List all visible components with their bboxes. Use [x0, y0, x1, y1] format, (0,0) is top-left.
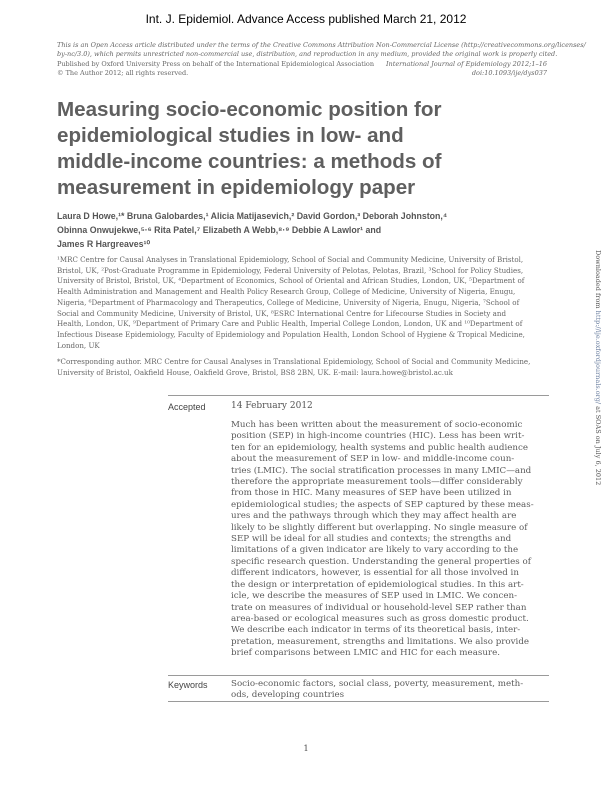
title-line: measurement in epidemiology paper [57, 176, 416, 199]
divider [168, 701, 549, 702]
title-line: Measuring socio-economic position for [57, 98, 442, 121]
author-line: Obinna Onwujekwe,⁵·⁶ Rita Patel,⁷ Elizabeth A Webb,⁸·⁹ Debbie A Lawlor¹ and [57, 224, 382, 235]
publisher-statement: Published by Oxford University Press on behalf of the International Epidemiological Association [57, 59, 374, 68]
abstract-line: limitations of a given indicator are likely to vary according to the [231, 545, 519, 556]
download-prefix: Downloaded from [594, 250, 602, 311]
abstract-line: ten for an epidemiology, health systems and public health audience [231, 442, 529, 453]
abstract-line: pretation, measurement, strengths and limitations. We also provide [231, 636, 530, 647]
doi[interactable]: doi:10.1093/ije/dys037 [471, 69, 547, 78]
affiliation-line: ¹MRC Centre for Causal Analyses in Translational Epidemiology, School of Social and Community Medicine, University of Bristol, [57, 255, 524, 264]
corresponding-line: University of Bristol, Oakfield House, Oakfield Grove, Bristol, BS8 2BN, UK. E-mail: laura.howe@bristol.ac.uk [57, 367, 453, 377]
corresponding-line: *Corresponding author. MRC Centre for Causal Analyses in Translational Epidemiology, School of Social and Community Medicine, [57, 357, 531, 366]
abstract-line: brief comparisons between LMIC and HIC for each measure. [231, 648, 500, 659]
download-link[interactable]: http://ije.oxfordjournals.org/ [594, 310, 602, 405]
abstract-line: from those in HIC. Many measures of SEP have been utilized in [231, 488, 512, 499]
abstract-line: the design or interpretation of epidemiological studies. In this art- [231, 579, 524, 590]
abstract-line: tries (LMIC). The social stratification processes in many LMIC—and [231, 465, 532, 476]
page-number: 1 [303, 744, 309, 753]
license-line-2: by-nc/3.0), which permits unrestricted non-commercial use, distribution, and reproduction in any medium, provided the original work is properly cited. [57, 50, 558, 59]
journal-citation: International Journal of Epidemiology 2012;1–16 [385, 59, 547, 68]
abstract-line: icle, we describe the measures of SEP used in LMIC. We concen- [231, 591, 518, 602]
keywords-line: ods, developing countries [231, 690, 345, 701]
accepted-date: 14 February 2012 [231, 401, 313, 411]
affiliation-line: Social and Community Medicine, University of Bristol, UK, ⁸ESRC International Centre for Lifecourse Studies in Society and [57, 308, 507, 318]
affiliation-line: Nigeria, ⁶Department of Pharmacology and Therapeutics, College of Medicine, University of Nigeria, Enugu, Nigeria, ⁷School of [57, 297, 520, 307]
copyright-notice: © The Author 2012; all rights reserved. [57, 69, 189, 78]
abstract-line: trate on measures of individual or household-level SEP rather than [231, 602, 527, 613]
author-line: James R Hargreaves¹⁰ [57, 238, 151, 249]
abstract-line: about the measurement of SEP in low- and middle-income coun- [231, 454, 515, 465]
affiliations [57, 255, 552, 351]
affiliation-line: London, UK [57, 340, 100, 350]
download-notice [594, 250, 602, 485]
keywords-label: Keywords [168, 680, 208, 690]
abstract-line: position (SEP) in high-income countries (HIC). Less has been writ- [231, 431, 525, 442]
abstract-line: area-based or ecological measures such as gross domestic product. [231, 613, 529, 624]
author-line: Laura D Howe,¹* Bruna Galobardes,¹ Alicia Matijasevich,² David Gordon,³ Deborah Johnston,⁴ [57, 211, 448, 221]
divider [168, 395, 549, 396]
abstract-line: epidemiological studies; the aspects of SEP captured by these meas- [231, 499, 534, 510]
paper-title [57, 97, 477, 201]
abstract-line: different indicators, however, is essential for all those involved in [231, 568, 519, 579]
abstract-line: specific research question. Understanding the general properties of [231, 556, 531, 567]
download-sidebar [594, 250, 608, 730]
corresponding-author [57, 357, 552, 378]
abstract-line: therefore the appropriate measurement tools—differ considerably [231, 477, 523, 488]
author-list [57, 210, 537, 251]
abstract-line: ures and the pathways through which they may affect health are [231, 511, 517, 522]
title-line: middle-income countries: a methods of [57, 150, 442, 173]
abstract [231, 420, 549, 660]
abstract-line: likely to be slightly different but overlapping. No single measure of [231, 522, 528, 533]
abstract-line: We describe each indicator in terms of its theoretical basis, inter- [231, 625, 521, 636]
affiliation-line: Infectious Disease Epidemiology, Faculty of Epidemiology and Population Health, London School of Hygiene & Tropical Medicine, [57, 329, 525, 339]
affiliation-line: University of Bristol, Bristol, UK, ⁴Department of Economics, School of Oriental and African Studies, London, UK, ⁵Department of [57, 276, 525, 286]
title-line: epidemiological studies in low- and [57, 124, 404, 147]
accepted-label: Accepted [168, 402, 206, 412]
download-suffix: at SOAS on July 6, 2012 [594, 404, 602, 486]
abstract-line: SEP will be ideal for all studies and contexts; the strengths and [231, 534, 512, 545]
affiliation-line: Health Administration and Management and Health Policy Research Group, College of Medicine, University of Nigeria, Enugu, [57, 287, 516, 297]
divider [168, 675, 549, 676]
abstract-line: Much has been written about the measurement of socio-economic [231, 420, 523, 430]
keywords-line: Socio-economic factors, social class, poverty, measurement, meth- [231, 679, 524, 689]
affiliation-line: Health, London, UK, ⁹Department of Primary Care and Public Health, Imperial College London, London, UK and ¹⁰Department of [57, 319, 523, 329]
journal-banner: Int. J. Epidemiol. Advance Access published March 21, 2012 [145, 12, 467, 26]
license-line-1: This is an Open Access article distributed under the terms of the Creative Commons Attribution Non-Commercial License (http://creativecommons.org/licenses/ [57, 41, 586, 49]
keywords [231, 679, 549, 702]
license-block [57, 41, 586, 79]
affiliation-line: Bristol, UK, ²Post-Graduate Programme in Epidemiology, Federal University of Pelotas, Pelotas, Brazil, ³School for Policy Studies, [57, 265, 524, 275]
